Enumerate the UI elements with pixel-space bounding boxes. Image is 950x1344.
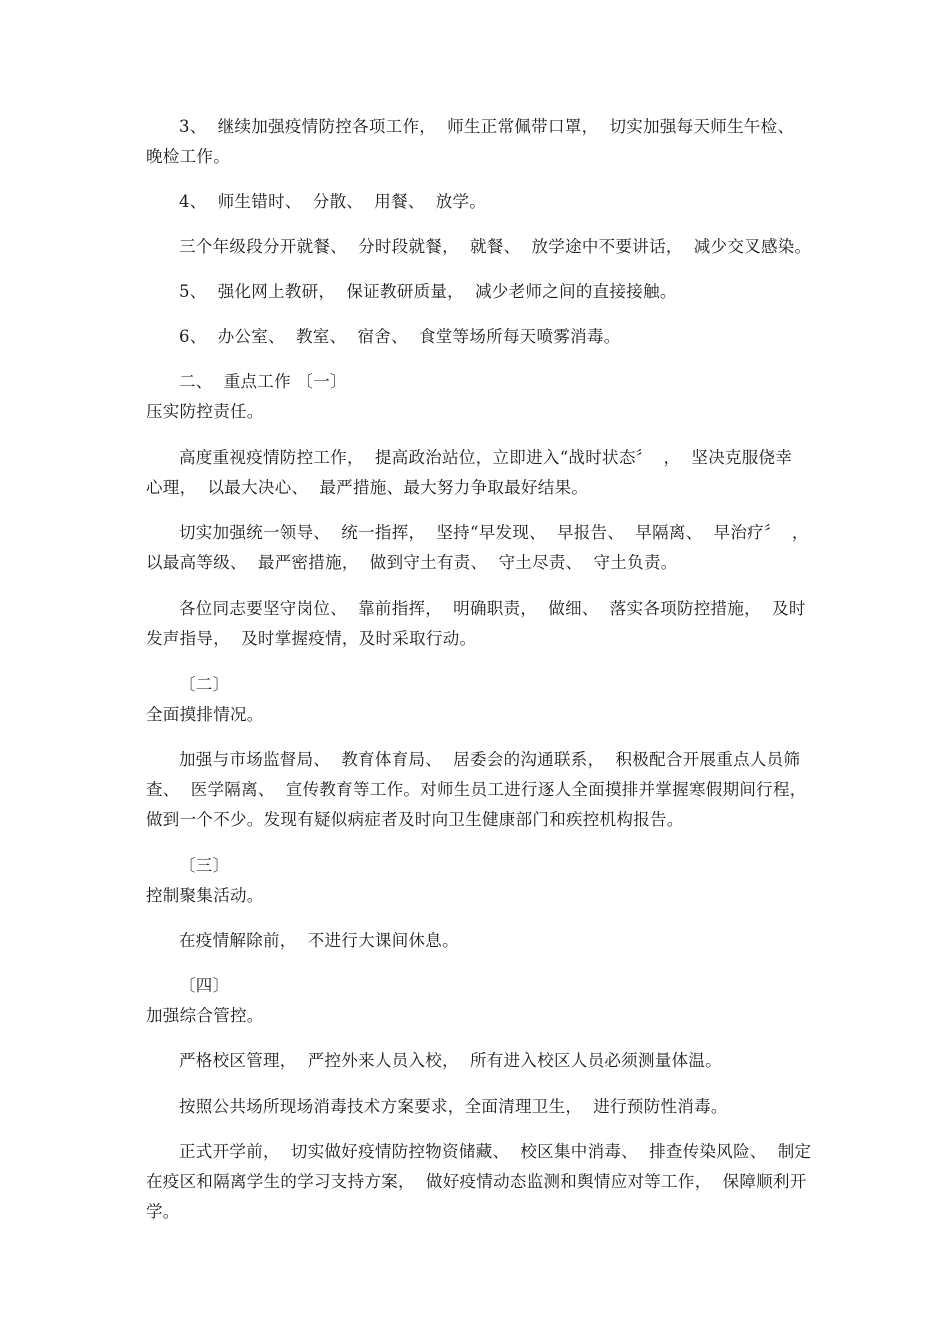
paragraph-3-line-2: 发声指导， 及时掌握疫情，及时采取行动。 (146, 629, 477, 648)
subsection-4-number: 〔四〕 (179, 976, 230, 995)
item-6: 6、 办公室、 教室、 宿舍、 食堂等场所每天喷雾消毒。 (179, 327, 621, 346)
section-2-heading: 二、 重点工作 〔一〕 (179, 372, 347, 391)
paragraph-6: 严格校区管理， 严控外来人员入校， 所有进入校区人员必须测量体温。 (179, 1051, 722, 1070)
subsection-3-title: 控制聚集活动。 (146, 886, 264, 905)
subsection-1-title: 压实防控责任。 (146, 402, 264, 421)
paragraph-2-line-2: 以最高等级、 最严密措施， 做到守土有责、 守土尽责、 守土负责。 (146, 553, 678, 572)
item-4: 4、 师生错时、 分散、 用餐、 放学。 (179, 192, 487, 211)
item-3-line-1: 3、 继续加强疫情防控各项工作， 师生正常佩带口罩， 切实加强每天师生午检、 (179, 117, 795, 136)
paragraph-3-line-1: 各位同志要坚守岗位、 靠前指挥， 明确职责， 做细、 落实各项防控措施， 及时 (179, 599, 806, 618)
paragraph-8-line-2: 在疫区和隔离学生的学习支持方案， 做好疫情动态监测和舆情应对等工作， 保障顺利开 (146, 1172, 807, 1191)
paragraph-4-line-1: 加强与市场监督局、 教育体育局、 居委会的沟通联系， 积极配合开展重点人员筛 (179, 750, 801, 769)
subsection-4-title: 加强综合管控。 (146, 1006, 264, 1025)
subsection-2-title: 全面摸排情况。 (146, 705, 264, 724)
paragraph-4-line-2: 查、 医学隔离、 宣传教育等工作。对师生员工进行逐人全面摸排并掌握寒假期间行程， (146, 780, 807, 799)
item-5: 5、 强化网上教研， 保证教研质量， 减少老师之间的直接接触。 (179, 282, 677, 301)
paragraph-8-line-1: 正式开学前， 切实做好疫情防控物资储藏、 校区集中消毒、 排查传染风险、 制定 (179, 1142, 812, 1161)
subsection-2-number: 〔二〕 (179, 675, 230, 694)
item-4-detail: 三个年级段分开就餐、 分时段就餐， 就餐、 放学途中不要讲话， 减少交叉感染。 (179, 237, 812, 256)
item-3-line-2: 晚检工作。 (146, 147, 230, 166)
paragraph-1-line-2: 心理， 以最大决心、 最严措施、最大努力争取最好结果。 (146, 478, 589, 497)
paragraph-4-line-3: 做到一个不少。发现有疑似病症者及时向卫生健康部门和疾控机构报告。 (146, 810, 684, 829)
paragraph-1-line-1: 高度重视疫情防控工作， 提高政治站位，立即进入“战时状态〞 ， 坚决克服侥幸 (179, 448, 793, 467)
subsection-3-number: 〔三〕 (179, 856, 230, 875)
paragraph-7: 按照公共场所现场消毒技术方案要求，全面清理卫生， 进行预防性消毒。 (179, 1097, 728, 1116)
paragraph-2-line-1: 切实加强统一领导、 统一指挥， 坚持“早发现、 早报告、 早隔离、 早治疗〞 ， (179, 523, 809, 542)
paragraph-5: 在疫情解除前， 不进行大课间休息。 (179, 931, 459, 950)
paragraph-8-line-3: 学。 (146, 1202, 180, 1221)
